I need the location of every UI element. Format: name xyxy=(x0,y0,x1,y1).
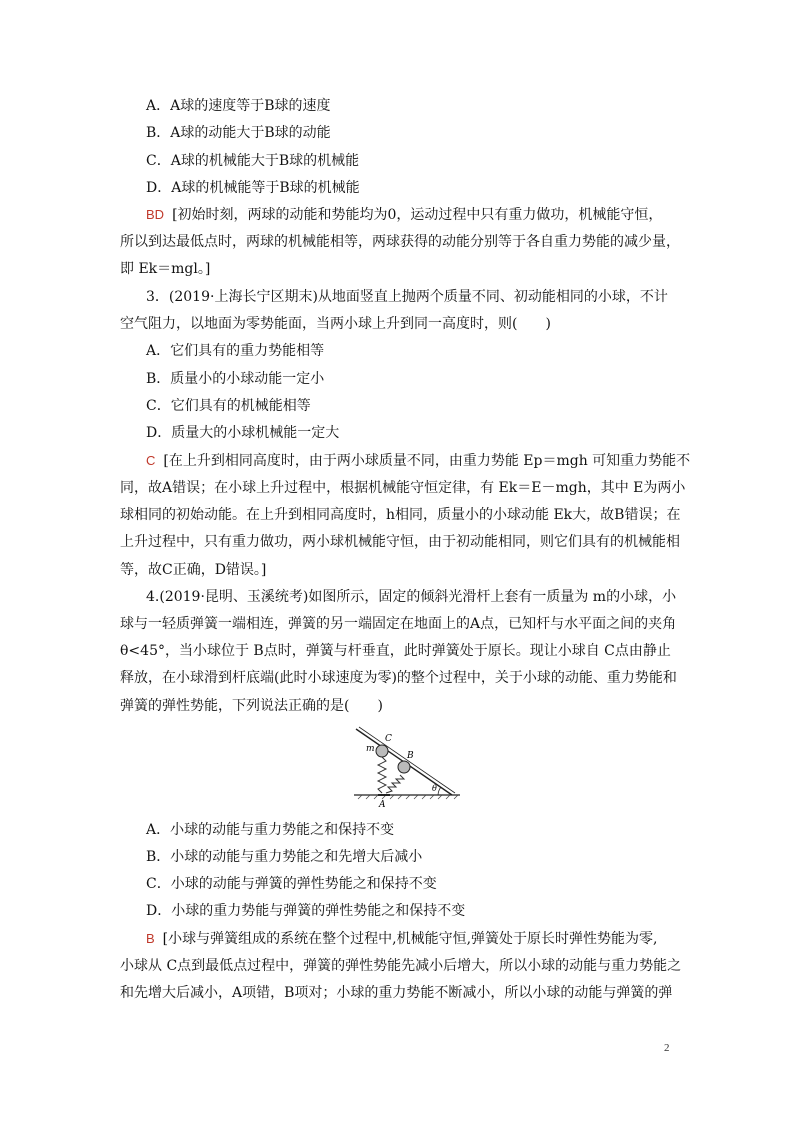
q3-stem-line-2: 空气阻力，以地面为零势能面，当两小球上升到同一高度时，则( ) xyxy=(120,316,551,332)
q3-answer-line-5: 等，故C正确，D错误。] xyxy=(120,562,267,578)
q2-option-b: B．A球的动能大于B球的动能 xyxy=(146,125,331,141)
ball-at-c xyxy=(376,745,388,757)
q4-stem-line-4: 释放，在小球滑到杆底端(此时小球速度为零)的整个过程中，关于小球的动能、重力势能和 xyxy=(120,670,677,686)
q4-stem-line-1: 4.(2019·昆明、玉溪统考)如图所示，固定的倾斜光滑杆上套有一质量为 m的小球，小 xyxy=(146,589,677,605)
q4-option-b: B．小球的动能与重力势能之和先增大后减小 xyxy=(146,849,423,865)
q2-answer-line-1: BD [初始时刻，两球的动能和势能均为0，运动过程中只有重力做功，机械能守恒， xyxy=(146,207,663,223)
q4-stem-line-3: θ<45°，当小球位于 B点时，弹簧与杆垂直，此时弹簧处于原长。现让小球自 C点由静止 xyxy=(120,643,671,659)
q2-option-a: A．A球的速度等于B球的速度 xyxy=(146,98,331,114)
spring-at-b xyxy=(386,775,404,793)
label-b: B xyxy=(407,751,414,761)
q3-answer-line-3: 球相同的初始动能。在上升到相同高度时，h相同，质量小的小球动能 Ek大，故B错误；在 xyxy=(120,507,681,523)
label-m: m xyxy=(366,744,375,754)
page-number: 2 xyxy=(664,1042,670,1054)
q3-stem-line-1: 3．(2019·上海长宁区期末)从地面竖直上抛两个质量不同、初动能相同的小球，不计 xyxy=(146,289,668,305)
q3-option-c: C．它们具有的机械能相等 xyxy=(146,398,311,414)
q3-option-d: D．质量大的小球机械能一定大 xyxy=(146,425,340,441)
q3-answer-line-4: 上升过程中，只有重力做功，两小球机械能守恒，由于初动能相同，则它们具有的机械能相 xyxy=(120,534,680,550)
angle-arc xyxy=(438,787,441,795)
ball-at-b xyxy=(398,761,410,773)
q4-option-a: A．小球的动能与重力势能之和保持不变 xyxy=(146,822,395,838)
q4-answer-label: B xyxy=(146,931,155,946)
q2-answer-label: BD xyxy=(146,207,165,222)
q4-answer-line-3: 和先增大后减小，A项错，B项对；小球的重力势能不断减小，所以小球的动能与弹簧的弹 xyxy=(120,985,673,1001)
q2-option-c: C．A球的机械能大于B球的机械能 xyxy=(146,153,360,169)
spring-at-c xyxy=(378,757,386,793)
q4-answer-line-1: B [小球与弹簧组成的系统在整个过程中,机械能守恒,弹簧处于原长时弹性势能为零, xyxy=(146,931,658,947)
incline-spring-figure xyxy=(352,725,464,811)
q3-answer-label: C xyxy=(146,453,156,468)
label-c: C xyxy=(385,734,392,744)
q3-answer-line-2: 同，故A错误；在小球上升过程中，根据机械能守恒定律，有 Ek＝E－mgh，其中 E为两小 xyxy=(120,480,686,496)
label-theta: θ xyxy=(432,784,437,793)
q2-answer-line-3: 即 Ek＝mgl。] xyxy=(120,261,211,277)
q2-answer-line-2: 所以到达最低点时，两球的机械能相等，两球获得的动能分别等于各自重力势能的减少量， xyxy=(120,234,680,250)
label-a: A xyxy=(379,800,386,810)
q4-option-d: D．小球的重力势能与弹簧的弹性势能之和保持不变 xyxy=(146,903,466,919)
q3-option-a: A．它们具有的重力势能相等 xyxy=(146,343,325,359)
q3-answer-line-1: C [在上升到相同高度时，由于两小球质量不同，由重力势能 Ep＝mgh 可知重力势能不 xyxy=(146,453,691,469)
q3-option-b: B．质量小的小球动能一定小 xyxy=(146,371,325,387)
q4-stem-line-5: 弹簧的弹性势能，下列说法正确的是( ) xyxy=(120,698,383,714)
q2-option-d: D．A球的机械能等于B球的机械能 xyxy=(146,180,360,196)
q4-stem-line-2: 球与一轻质弹簧一端相连，弹簧的另一端固定在地面上的A点，已知杆与水平面之间的夹角 xyxy=(120,616,677,632)
q4-option-c: C．小球的动能与弹簧的弹性势能之和保持不变 xyxy=(146,876,437,892)
q4-answer-line-2: 小球从 C点到最低点过程中，弹簧的弹性势能先减小后增大，所以小球的动能与重力势能之 xyxy=(120,958,682,974)
